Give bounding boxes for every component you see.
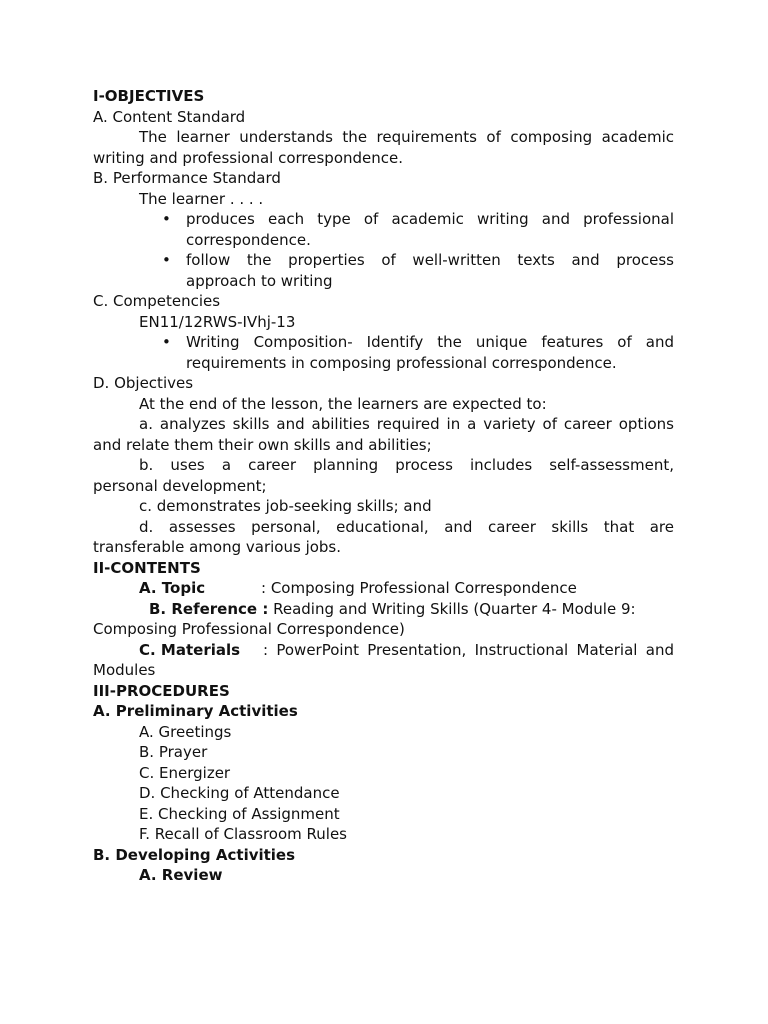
topic-label: A. Topic <box>139 579 206 597</box>
list-item: B. Prayer <box>139 743 208 761</box>
reference-row <box>93 599 674 620</box>
bullet-icon: • <box>162 333 171 351</box>
list-item: F. Recall of Classroom Rules <box>139 825 348 843</box>
bullet-text: Writing Composition- Identify the unique features of and <box>186 333 674 351</box>
competencies-label: C. Competencies <box>93 292 221 310</box>
reference-value: Reading and Writing Skills (Quarter 4- Module 9: <box>273 599 636 618</box>
objective-b: b. uses a career planning process includes self-assessment, <box>139 456 674 474</box>
review-label: A. Review <box>139 866 223 884</box>
bullet-text: produces each type of academic writing and professional <box>186 210 674 228</box>
objective-d: d. assesses personal, educational, and career skills that are <box>139 517 674 536</box>
bullet-item <box>93 332 674 353</box>
bullet-text-cont: requirements in composing professional correspondence. <box>186 353 617 372</box>
content-standard-text: The learner understands the requirements of composing academic <box>139 128 674 146</box>
procedures-heading: III-PROCEDURES <box>93 681 230 700</box>
objective-a-cont: and relate them their own skills and abilities; <box>93 435 432 454</box>
bullet-text-cont: approach to writing <box>186 271 333 290</box>
materials-label: C. Materials <box>139 640 241 659</box>
competency-code: EN11/12RWS-IVhj-13 <box>139 312 296 331</box>
contents-heading: II-CONTENTS <box>93 558 201 577</box>
list-item: D. Checking of Attendance <box>139 784 340 802</box>
bullet-text: follow the properties of well-written texts and process <box>186 251 674 269</box>
objective-b-cont: personal development; <box>93 476 267 495</box>
bullet-item <box>93 209 674 230</box>
list-item: C. Energizer <box>139 763 231 782</box>
developing-activities-label: B. Developing Activities <box>93 845 296 864</box>
reference-value-cont: Composing Professional Correspondence) <box>93 620 405 638</box>
objectives-heading: I-OBJECTIVES <box>93 87 205 105</box>
objectives-intro: At the end of the lesson, the learners are expected to: <box>139 394 547 413</box>
performance-standard-label: B. Performance Standard <box>93 169 281 187</box>
list-item: A. Greetings <box>139 722 232 741</box>
bullet-icon: • <box>162 210 171 228</box>
reference-label: B. Reference : <box>149 599 269 618</box>
performance-intro: The learner . . . . <box>139 189 264 208</box>
content-standard-label: A. Content Standard <box>93 107 246 126</box>
lesson-plan-body <box>93 86 674 886</box>
materials-row <box>93 640 674 661</box>
bullet-text-cont: correspondence. <box>186 230 311 249</box>
materials-value: : PowerPoint Presentation, Instructional Material and <box>263 640 674 659</box>
objective-c: c. demonstrates job-seeking skills; and <box>139 497 432 515</box>
list-item: E. Checking of Assignment <box>139 804 340 823</box>
objective-a: a. analyzes skills and abilities required in a variety of career options <box>139 415 674 433</box>
bullet-icon: • <box>162 251 171 269</box>
content-standard-text-cont: writing and professional correspondence. <box>93 148 404 167</box>
preliminary-activities-label: A. Preliminary Activities <box>93 702 298 720</box>
materials-value-cont: Modules <box>93 661 156 679</box>
objectives-label: D. Objectives <box>93 374 194 392</box>
objective-d-cont: transferable among various jobs. <box>93 538 342 556</box>
topic-row <box>93 578 674 599</box>
bullet-item <box>93 250 674 271</box>
topic-value: : Composing Professional Correspondence <box>261 579 577 597</box>
